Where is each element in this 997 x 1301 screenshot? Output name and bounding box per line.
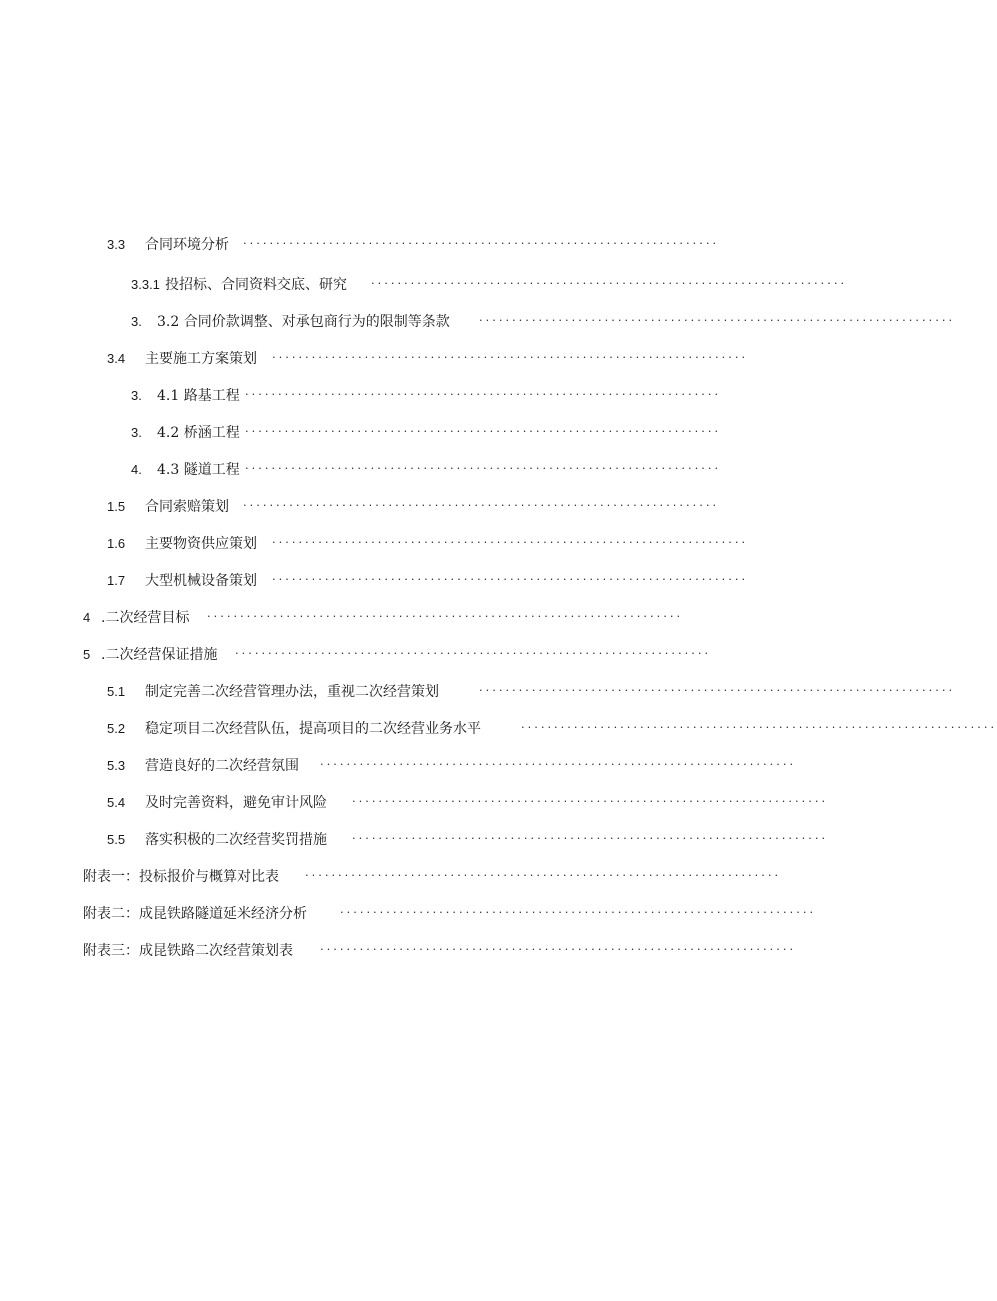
toc-entry-title: 大型机械设备策划: [145, 573, 257, 589]
toc-entry-title: 4.3 隧道工程: [157, 462, 240, 478]
dot-leader: ........................................................................: [245, 383, 722, 398]
toc-entry-number: 4: [83, 609, 91, 625]
toc-entry-number: 5.5: [107, 831, 126, 847]
toc-entry-number: 5.1: [107, 683, 126, 699]
dot-leader: ........................................................................: [243, 232, 720, 247]
toc-entry-title: 4.1 路基工程: [157, 388, 240, 404]
toc-entry-number: 5: [83, 646, 91, 662]
toc-entry-title: .二次经营保证措施: [101, 647, 218, 663]
toc-entry-number: 1.6: [107, 535, 126, 551]
toc-entry-number: 5.2: [107, 720, 126, 736]
toc-entry-title: 投招标、合同资料交底、研究: [165, 277, 347, 293]
toc-entry-number: 3.4: [107, 350, 126, 366]
toc-entry-number: 3.3.1: [131, 276, 160, 292]
toc-entry-title: 稳定项目二次经营队伍，提高项目的二次经营业务水平: [145, 721, 481, 737]
toc-entry-title: 合同环境分析: [145, 237, 229, 253]
toc-entry-title: 3.2 合同价款调整、对承包商行为的限制等条款: [157, 314, 450, 330]
toc-entry-number: 4.: [131, 461, 142, 477]
dot-leader: ........................................................................: [272, 568, 749, 583]
toc-entry-title: 4.2 桥涵工程: [157, 425, 240, 441]
toc-entry-number: 5.4: [107, 794, 126, 810]
toc-entry-title: 附表三：成昆铁路二次经营策划表: [83, 943, 293, 959]
dot-leader: ........................................................................: [272, 531, 749, 546]
toc-entry-title: 主要施工方案策划: [145, 351, 257, 367]
dot-leader: ........................................................................: [371, 272, 848, 287]
dot-leader: ........................................................................: [352, 827, 829, 842]
dot-leader: ........................................................................: [207, 605, 684, 620]
toc-entry-title: 主要物资供应策划: [145, 536, 257, 552]
toc-entry-title: 营造良好的二次经营氛围: [145, 758, 299, 774]
dot-leader: ........................................................................: [235, 642, 712, 657]
toc-entry-number: 1.5: [107, 498, 126, 514]
toc-entry-number: 5.3: [107, 757, 126, 773]
dot-leader: ........................................................................: [245, 457, 722, 472]
dot-leader: ........................................................................: [340, 901, 817, 916]
dot-leader: ........................................................................: [320, 753, 797, 768]
dot-leader: ........................................................................: [479, 679, 956, 694]
toc-entry-title: 附表一：投标报价与概算对比表: [83, 869, 279, 885]
toc-entry-number: 3.3: [107, 236, 126, 252]
toc-entry-title: 及时完善资料，避免审计风险: [145, 795, 327, 811]
dot-leader: ........................................................................: [479, 309, 956, 324]
toc-entry-title: 合同索赔策划: [145, 499, 229, 515]
dot-leader: ........................................................................: [320, 938, 797, 953]
toc-entry-number: 3.: [131, 313, 142, 329]
toc-entry-title: .二次经营目标: [101, 610, 190, 626]
toc-entry-number: 3.: [131, 424, 142, 440]
dot-leader: ........................................................................: [245, 420, 722, 435]
dot-leader: ........................................................................: [352, 790, 829, 805]
toc-entry-number: 3.: [131, 387, 142, 403]
toc-entry-number: 1.7: [107, 572, 126, 588]
toc-entry-title: 落实积极的二次经营奖罚措施: [145, 832, 327, 848]
dot-leader: ........................................................................: [272, 346, 749, 361]
toc-entry-title: 制定完善二次经营管理办法，重视二次经营策划: [145, 684, 439, 700]
dot-leader: ........................................................................: [521, 716, 997, 731]
dot-leader: ........................................................................: [305, 864, 782, 879]
toc-entry-title: 附表二：成昆铁路隧道延米经济分析: [83, 906, 307, 922]
dot-leader: ........................................................................: [243, 494, 720, 509]
